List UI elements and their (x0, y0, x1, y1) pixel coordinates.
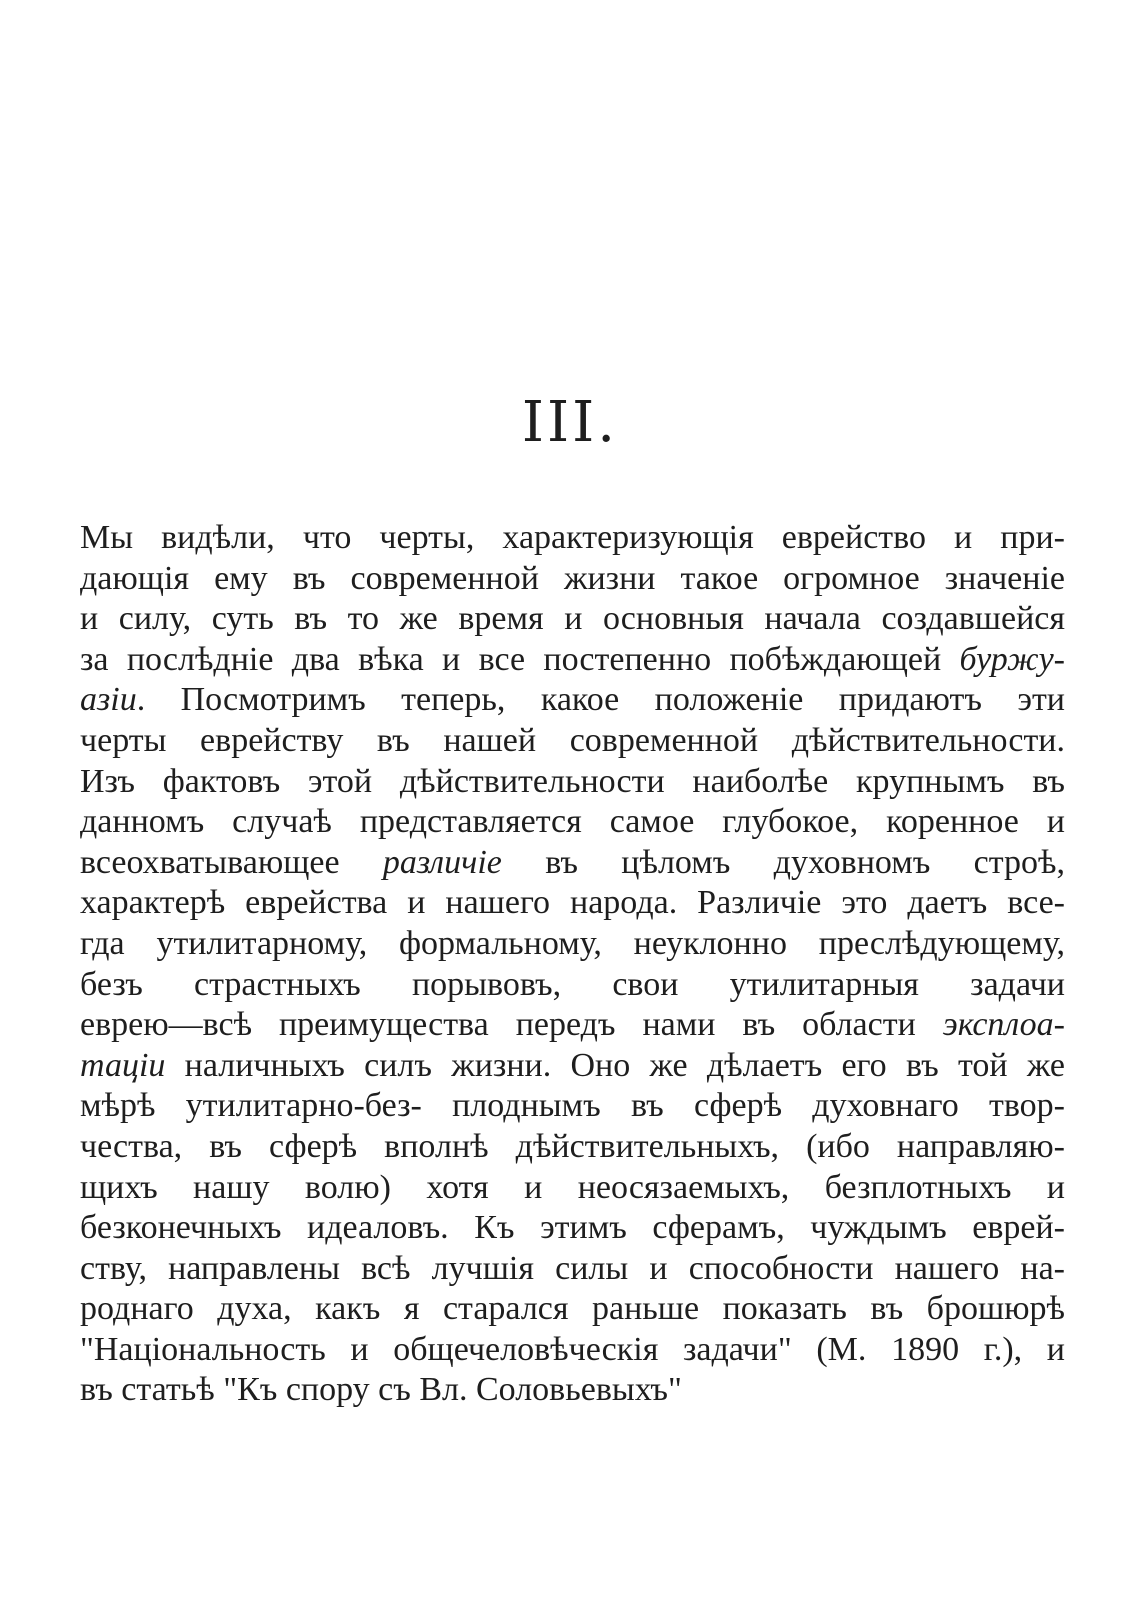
text-line (80, 843, 1065, 884)
text-segment: за послѣдніе два вѣка и все постепенно побѣждающей (80, 640, 960, 678)
italic-text: азіи (80, 681, 137, 719)
text-segment: въ цѣломъ духовномъ строѣ, (501, 843, 1065, 881)
text-line (80, 1330, 1065, 1371)
chapter-paragraph (80, 518, 1065, 1411)
text-segment: "Національность и общечеловѣческія задачи" (М. 1890 г.), и (80, 1330, 1065, 1368)
text-segment: роднаго духа, какъ я старался раньше показать въ брошюрѣ (80, 1290, 1065, 1328)
text-segment: гда утилитарному, формальному, неуклонно преслѣдующему, (80, 924, 1065, 962)
text-line (80, 599, 1065, 640)
italic-text: буржу- (959, 640, 1065, 678)
text-line (80, 1249, 1065, 1290)
text-segment: мѣрѣ утилитарно-без- плоднымъ въ сферѣ духовнаго твор- (80, 1087, 1065, 1125)
text-line (80, 1005, 1065, 1046)
text-segment: черты еврейству въ нашей современной дѣйствительности. (80, 721, 1065, 759)
text-segment: ству, направлены всѣ лучшія силы и способности нашего на- (80, 1249, 1065, 1287)
text-line (80, 924, 1065, 965)
text-segment: безконечныхъ идеаловъ. Къ этимъ сферамъ, чуждымъ еврей- (80, 1209, 1065, 1247)
italic-text: различіе (382, 843, 502, 881)
text-line (80, 1289, 1065, 1330)
text-segment: щихъ нашу волю) хотя и неосязаемыхъ, безплотныхъ и (80, 1168, 1065, 1206)
text-line (80, 965, 1065, 1006)
italic-text: таціи (80, 1046, 166, 1084)
text-segment: Изъ фактовъ этой дѣйствительности наиболѣе крупнымъ въ (80, 762, 1065, 800)
text-line (80, 1046, 1065, 1087)
text-line (80, 518, 1065, 559)
text-segment: еврею—всѣ преимущества передъ нами въ области (80, 1006, 943, 1044)
chapter-title: III. (521, 390, 619, 455)
text-line (80, 640, 1065, 681)
text-line (80, 1370, 1065, 1411)
text-segment: Мы видѣли, что черты, характеризующія еврейство и при- (80, 519, 1065, 556)
text-line (80, 802, 1065, 843)
italic-text: эксплоа- (942, 1006, 1065, 1044)
text-line (80, 1127, 1065, 1168)
text-line (80, 883, 1065, 924)
text-segment: данномъ случаѣ представляется самое глубокое, коренное и (80, 803, 1065, 841)
text-segment: характерѣ еврейства и нашего народа. Различіе это даетъ все- (80, 884, 1065, 922)
text-segment: всеохватывающее (80, 843, 383, 881)
text-segment: безъ страстныхъ порывовъ, свои утилитарныя задачи (80, 965, 1065, 1003)
text-segment: въ статьѣ "Къ спору съ Вл. Соловьевыхъ" (80, 1371, 682, 1409)
text-line (80, 1208, 1065, 1249)
text-segment: чества, въ сферѣ вполнѣ дѣйствительныхъ, (ибо направляю- (80, 1127, 1065, 1165)
text-line (80, 680, 1065, 721)
text-line (80, 1168, 1065, 1209)
text-line (80, 721, 1065, 762)
text-segment: наличныхъ силъ жизни. Оно же дѣлаетъ его въ той же (165, 1046, 1065, 1084)
text-line (80, 1086, 1065, 1127)
text-line (80, 762, 1065, 803)
text-segment: . Посмотримъ теперь, какое положеніе придаютъ эти (136, 681, 1065, 719)
text-segment: и силу, суть въ то же время и основныя начала создавшейся (80, 600, 1065, 638)
text-segment: дающія ему въ современной жизни такое огромное значеніе (80, 559, 1065, 597)
text-line (80, 559, 1065, 600)
